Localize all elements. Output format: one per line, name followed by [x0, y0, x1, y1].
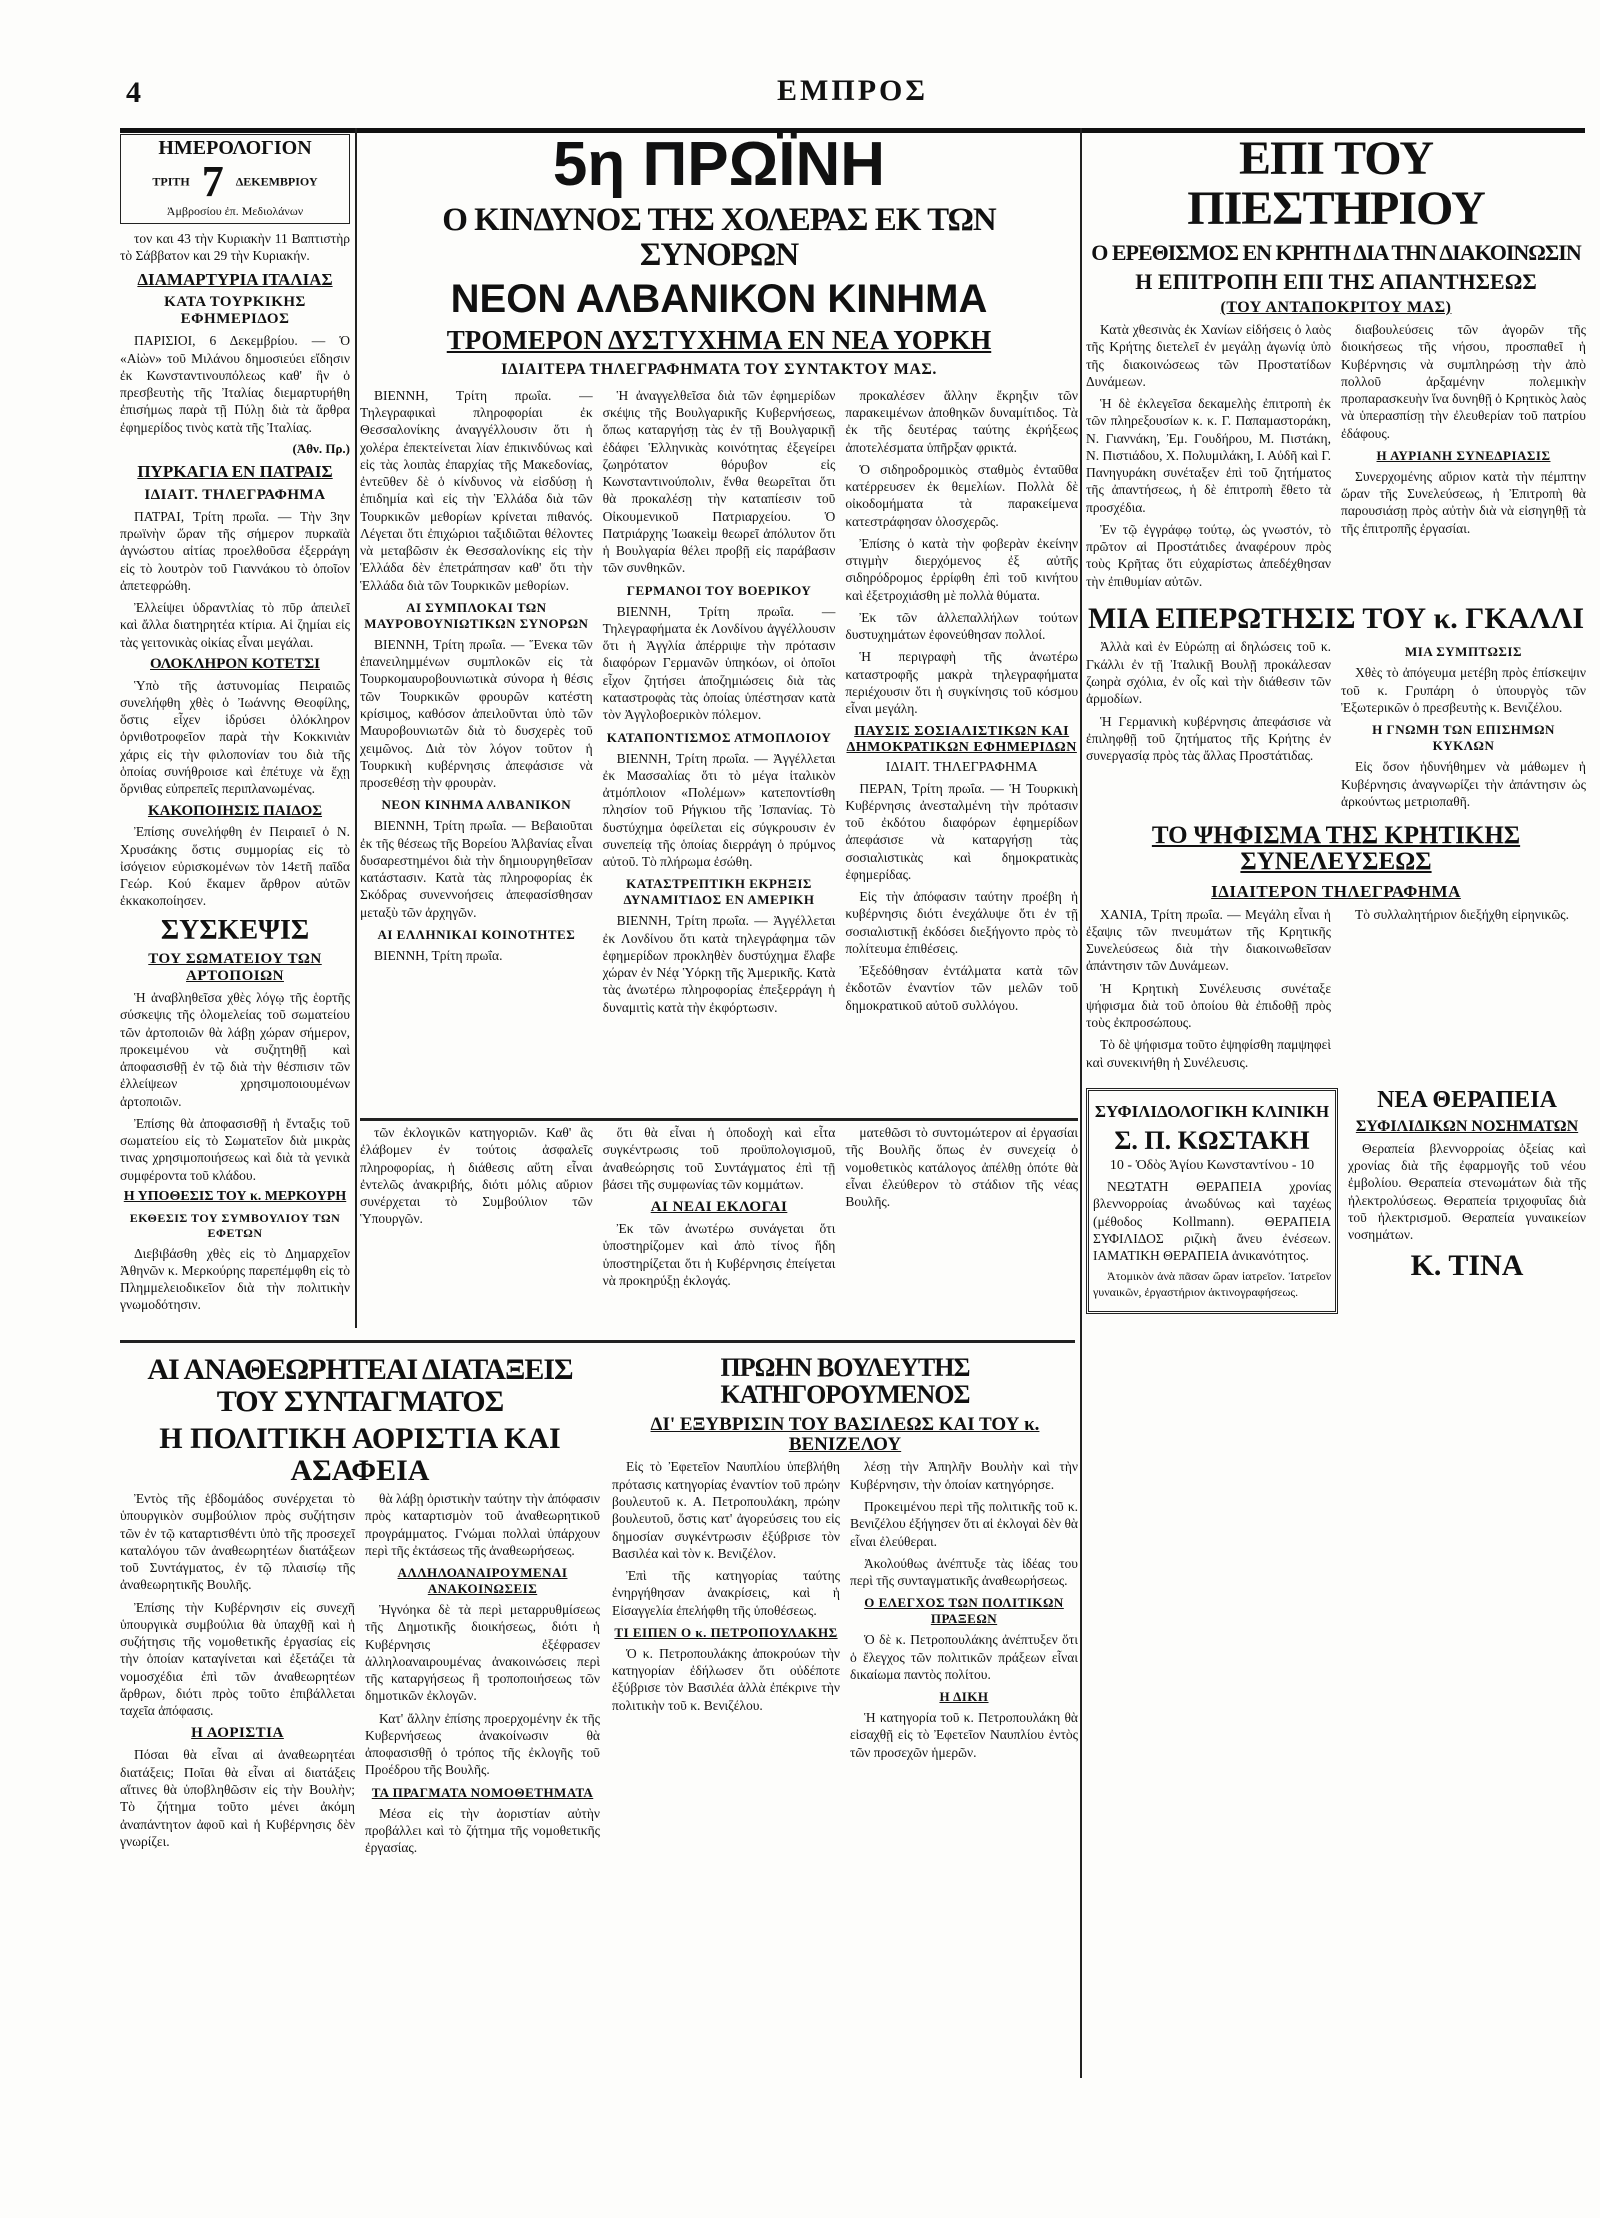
- article-text: Κατ' ἄλλην ἐπίσης προερχομένην ἐκ τῆς Κυβερνήσεως ἀνακοίνωσιν θὰ ἀποφασισθῇ ὁ τρόπος τῆς ἐκλογῆς τοῦ Προέδρου τῆς Βουλῆς.: [365, 1710, 600, 1778]
- subheadline: Η ΑΟΡΙΣΤΙΑ: [191, 1725, 284, 1742]
- article-text: ΠΑΤΡΑΙ, Τρίτη πρωΐα. — Τὴν 3ην πρωϊνὴν ὥραν τῆς σήμερον πυρκαϊὰ ἀγνώστου αἰτίας προελθοῦσα ἐξερράγη εἰς τὸ λουτρὸν τοῦ Γιαννάκου τὸ ὁποῖον ἀπετεφρώθη.: [120, 508, 350, 593]
- news-column: [850, 1458, 1078, 1765]
- subheadline: ΑΛΛΗΛΟΑΝΑΙΡΟΥΜΕΝΑΙ ΑΝΑΚΟΙΝΩΣΕΙΣ: [397, 1565, 568, 1597]
- lower-left-section: [120, 1348, 600, 2188]
- section-rule: [360, 1118, 1078, 1121]
- article-text: Εἰς τὸ Ἐφετεῖον Ναυπλίου ὑπεβλήθη πρότασις κατηγορίας ἐναντίον τοῦ πρώην βουλευτοῦ κ. Α. Πετροπουλάκη, πρώην βουλευτοῦ, ὅστις κατ' ἀγορεύσεις του εἰς δημοσίαν συγκέντρωσιν ἐξύβρισε τὸν Βασιλέα καὶ τὸν κ. Βενιζέλον.: [612, 1459, 840, 1561]
- article-text: Ὁ δὲ κ. Πετροπουλάκης ἀνέπτυξεν ὅτι ὁ ἔλεγχος τῶν πολιτικῶν πράξεων εἶναι δικαίωμα παντὸς πολίτου.: [850, 1632, 1078, 1682]
- news-column: [603, 1124, 836, 1336]
- ad-text: ΝΕΩΤΑΤΗ ΘΕΡΑΠΕΙΑ χρονίας βλεννορροίας ἀνωδύνως καὶ ταχέως (μέθοδος Kollmann). ΘΕΡΑΠΕΙΑ ΣΥΦΙΛΙΔΟΣ ριζικὴ ἄνευ ἐνέσεων. ΙΑΜΑΤΙΚΗ ΘΕΡΑΠΕΙΑ ἀνικανότητος.: [1093, 1179, 1331, 1264]
- article-text: Ἡ κατηγορία τοῦ κ. Πετροπουλάκη θὰ εἰσαχθῇ εἰς τὸ Ἐφετεῖον Ναυπλίου ἐντὸς τῶν προσεχῶν ἡμερῶν.: [850, 1710, 1078, 1760]
- article-text: Ἀλλὰ καὶ ἐν Εὐρώπῃ αἱ δηλώσεις τοῦ κ. Γκάλλι ἐν τῇ Ἰταλικῇ Βουλῇ προκάλεσαν ζωηρὰ σχόλια, ἐν οἷς καὶ τὴν διάθεσιν τῶν ἀρμοδίων.: [1086, 639, 1331, 707]
- subheadline: ΙΔΙΑΙΤ. ΤΗΛΕΓΡΑΦΗΜΑ: [885, 759, 1038, 775]
- subheadline: ΚΑΤΑ ΤΟΥΡΚΙΚΗΣ ΕΦΗΜΕΡΙΔΟΣ: [164, 294, 306, 328]
- article-text: Ἐπίσης ὁ κατὰ τὴν φοβερὰν ἐκείνην στιγμὴν διερχόμενος ἐξ αὐτῆς σιδηρόδρομος ἐρρίφθη ἐπὶ τοῦ κινήτου καὶ ἐξετροχιάσθη μὲ πολλὰ θύματα.: [845, 535, 1078, 603]
- article-text: Ἐν τῷ ἐγγράφῳ τούτῳ, ὡς γνωστόν, τὸ πρῶτον αἱ Προστάτιδες ἀναφέρουν πρὸς τοὺς Κρῆτας ὅτι εὐχαρίστως ἀπεδέχθησαν τὴν ἐπιθυμίαν αὐτῶν.: [1086, 521, 1331, 589]
- headline: ΠΡΩΗΝ ΒΟΥΛΕΥΤΗΣ ΚΑΤΗΓΟΡΟΥΜΕΝΟΣ: [720, 1353, 970, 1410]
- article-text: ΒΙΕΝΝΗ, Τρίτη πρωΐα. — Ἀγγέλλεται ἐκ Λονδίνου ὅτι κατὰ τηλεγράφημα τῶν ἐφημερίδων προκληθὲν δυστύχημα ἔλαβε χώραν ἐν Νέᾳ Ὑόρκῃ τῆς Ἀμερικῆς. Κατὰ τὰς ἀνωτέρω πληροφορίας ἐπεξερράγη ἡ δυναμιτὶς κατὰ τὴν ἐκφόρτωσιν.: [602, 913, 836, 1015]
- article-text: Ὑπὸ τῆς ἀστυνομίας Πειραιῶς συνελήφθη χθὲς ὁ Ἰωάννης Θεοφίλης, ὅστις εἶχεν ἱδρύσει ὁλόκληρον ὀρνιθοτροφεῖον παρὰ τὴν Κοκκινιὰν χάρις εἰς τὴν φιλοπονίαν του διὰ τῆς ὁποίας συνήθροισε καὶ ἐπέτυχε νὰ ἔχῃ ὄρνιθας εὐπρεπεῖς περιπλανωμένας.: [120, 677, 350, 797]
- page-header: [120, 70, 1585, 133]
- main-middle-section: [360, 1124, 1078, 1336]
- subheadline: ΕΚΘΕΣΙΣ ΤΟΥ ΣΥΜΒΟΥΛΙΟΥ ΤΩΝ ΕΦΕΤΩΝ: [129, 1210, 341, 1240]
- news-column: [845, 1124, 1078, 1336]
- headline: ΟΛΟΚΛΗΡΟΝ ΚΟΤΕΤΣΙ: [150, 655, 320, 672]
- article-text: Διεβιβάσθη χθὲς εἰς τὸ Δημαρχεῖον Ἀθηνῶν κ. Μερκούρης παρεπέμφθη εἰς τὸ Πλημμελειοδικεῖον διὰ τὴν πολιτικὴν γνωμοδότησιν.: [120, 1245, 350, 1313]
- headline: ΜΙΑ ΕΠΕΡΩΤΗΣΙΣ ΤΟΥ κ. ΓΚΑΛΛΙ: [1087, 601, 1585, 635]
- ad-subtitle: ΣΥΦΙΛΙΔΙΚΩΝ ΝΟΣΗΜΑΤΩΝ: [1355, 1118, 1579, 1136]
- article-text: Ἐλλείψει ὑδραντλίας τὸ πῦρ ἀπειλεῖ καὶ ἄλλα διατηρητέα κτίρια. Αἱ ζημίαι εἰς τὰς γειτονικὰς οἰκίας εἶναι μεγάλαι.: [120, 600, 350, 650]
- article-text: ΒΙΕΝΝΗ, Τρίτη πρωΐα. — Βεβαιοῦται ἐκ τῆς θέσεως τῆς Βορείου Ἀλβανίας εἶναι δυσαρεστημένοι διὰ τὴν δημιουργηθεῖσαν κατάστασιν. Κατὰ τὰς πληροφορίας ἐκ Σκόδρας συνεννοήσεις ἀπεφασίσθησαν μεταξὺ τῶν ἀρχηγῶν.: [360, 818, 593, 920]
- news-column: [1341, 638, 1586, 815]
- article-text: ΠΕΡΑΝ, Τρίτη πρωΐα. — Ἡ Τουρκικὴ Κυβέρνησις ἀνεσταλμένη τὴν πρότασιν τοῦ ἐκδότου διαφόρων ἐφημερίδων ἀπεφάσισε νὰ καταργήσῃ τὰς σοσιαλιστικὰς καὶ δημοκρατικὰς ἐφημερίδας.: [845, 780, 1078, 882]
- subheadline: ΤΑ ΠΡΑΓΜΑΤΑ ΝΟΜΟΘΕΤΗΜΑΤΑ: [371, 1784, 594, 1800]
- banner-headline: ΝΕΟΝ ΑΛΒΑΝΙΚΟΝ ΚΙΝΗΜΑ: [450, 277, 988, 322]
- article-text: ΒΙΕΝΝΗ, Τρίτη πρωΐα.: [374, 947, 503, 963]
- article-text: Ἠγνόηκα δὲ τὰ περὶ μεταρρυθμίσεως τῆς Δημοτικῆς διοικήσεως, διότι ἡ Κυβέρνησις ἐξέφρασεν ἀλληλοαναιρουμένας ἀνακοινώσεις περὶ τῆς καταργήσεως ἢ τροποποιήσεως τῶν δημοτικῶν ἐκλογῶν.: [365, 1602, 600, 1704]
- article-text: ΒΙΕΝΝΗ, Τρίτη πρωΐα. — Ἕνεκα τῶν ἐπανειλημμένων συμπλοκῶν εἰς τὰ Τουρκομαυροβουνιωτικὰ σύνορα ἡ θέσις τῶν Τουρκικῶν φρουρῶν κατέστη κρίσιμος, καθόσον ἀπειλοῦνται ὑπὸ τῶν Μαυροβουνιωτῶν διὰ τὸ δυσχερὲς τοῦ χειμῶνος. Διὰ τὸν λόγον τοῦτον ἡ Τουρκικὴ κυβέρνησις ἀπεφάσισε νὰ προσεθέσῃ τὴν φρουρὰν.: [360, 636, 593, 791]
- subheadline: Η ΕΠΙΤΡΟΠΗ ΕΠΙ ΤΗΣ ΑΠΑΝΤΗΣΕΩΣ: [1135, 268, 1537, 294]
- article-text: τῶν ἐκλογικῶν κατηγοριῶν. Καθ' ἃς ἐλάβομεν ἐν τούτοις ἀσφαλεῖς πληροφορίας, ἡ διάθεσις αὕτη εἶναι ἐντελῶς ἀνακριβής, διότι μόλις αὔριον συνέρχεται τὸ Συμβούλιον τῶν Ὑπουργῶν.: [360, 1125, 593, 1227]
- article-text: διαβουλεύσεις τῶν ἀγορῶν τῆς διοικήσεως τῆς νήσου, προσπαθεῖ ἡ Κυβέρνησις νὰ συμπληρώσῃ τὴν ἀπὸ πολλοῦ ἀρξαμένην πολεμικὴν προπαρασκευὴν ἵνα δυνηθῇ ὁ Κρητικὸς λαὸς νὰ ὑπερασπίσῃ τὴν ἐλευθερίαν τοῦ πατρίου ἐδάφους.: [1341, 321, 1586, 441]
- section-rule: [120, 1340, 1075, 1343]
- ad-footer: Ἀτομικὸν ἀνὰ πᾶσαν ὥραν ἰατρεῖον. Ἰατρεῖον γυναικῶν, ἐργαστήριον ἀκτινογραφήσεως.: [1093, 1269, 1331, 1299]
- page-number: 4: [126, 76, 141, 109]
- headline: Η ΥΠΟΘΕΣΙΣ ΤΟΥ κ. ΜΕΡΚΟΥΡΗ: [123, 1188, 347, 1204]
- article-text: Μέσα εἰς τὴν ἀοριστίαν αὐτὴν προβάλλει καὶ τὸ ζήτημα τῆς νομοθετικῆς ἐργασίας.: [365, 1805, 600, 1856]
- news-column: [603, 387, 836, 1021]
- article-text: Ἡ περιγραφὴ τῆς ἀνωτέρω καταστροφῆς μακρὰ τηλεγραφήματα περιέχουσιν ὅτι ἡ συγκίνησις τοῦ κόσμου εἶναι μεγάλη.: [845, 649, 1078, 717]
- headline: ΠΥΡΚΑΓΙΑ ΕΝ ΠΑΤΡΑΙΣ: [137, 461, 333, 481]
- article-text: Συνερχομένης αὔριον κατὰ τὴν πέμπτην ὥραν τῆς Συνελεύσεως, ἡ Ἐπιτροπὴ θὰ παρουσιάσῃ πρὸς αὐτὴν διὰ νὰ εἰσηγηθῇ τὰ τῆς ἐπιτροπῆς ἐργασίαι.: [1341, 468, 1586, 536]
- news-columns: [1086, 906, 1586, 1076]
- article-text: Τὸ συλλαλητήριον διεξήχθη εἰρηνικῶς.: [1355, 906, 1569, 922]
- article-text: ΒΙΕΝΝΗ, Τρίτη πρωΐα. — Ἀγγέλλεται ἐκ Μασσαλίας ὅτι τὸ μέγα ἰταλικὸν ἀτμόπλοιον «Πολέμων» κατεποντίσθη πλησίον τοῦ Ρήγκιου τῆς Ἰσπανίας. Τὸ δυστύχημα ὀφείλεται εἰς σύγκρουσιν ἐν συνεπείᾳ τῆς ὁποίας διερράγη ὁ πρύμνος αὐτοῦ. Τὸ πλήρωμα ἐσώθη.: [602, 750, 836, 870]
- lower-middle-section: [612, 1348, 1078, 2188]
- calendar-weekday: ΤΡΙΤΗ: [152, 174, 190, 189]
- article-text: λέσῃ τὴν Ἀπηλῆν Βουλὴν καὶ τὴν Κυβέρνησιν, τὴν ὁποίαν κατηγόρησε.: [850, 1459, 1078, 1492]
- news-column: [1086, 638, 1331, 815]
- article-text: Ὁ κ. Πετροπουλάκης ἀποκρούων τὴν κατηγορίαν ἐδήλωσεν ὅτι οὐδέποτε ἐξύβρισε τὸν Βασιλέα ἀλλὰ ἐπέκρινε τὴν πολιτικὴν τοῦ κ. Βενιζέλου.: [612, 1645, 840, 1713]
- subheadline: ΑΙ ΣΥΜΠΛΟΚΑΙ ΤΩΝ ΜΑΥΡΟΒΟΥΝΙΩΤΙΚΩΝ ΣΥΝΟΡΩΝ: [364, 599, 589, 631]
- article-text: Ἡ ἀναγγελθεῖσα διὰ τῶν ἐφημερίδων σκέψις τῆς Βουλγαρικῆς Κυβερνήσεως, ὅπως καταργήσῃ τὰς ἐν τῇ Βουλγαρικῇ ἐδάφει Ἑλληνικὰς κοινότητας ἐξεγείρει ζωηρότατον θόρυβον εἰς Κωνσταντινούπολιν, ἔνθα θεωρεῖται ὅτι θὰ προκαλέσῃ τὴν καταπίεσιν τοῦ Οἰκουμενικοῦ Πατριαρχείου. Ὁ Πατριάρχης Ἰωακεὶμ θεωρεῖ ἀπόλυτον ὅτι ἡ Βουλγαρία θέλει προβῇ εἰς παράβασιν τῶν συνθηκῶν.: [602, 387, 836, 576]
- article-text: Πόσαι θὰ εἶναι αἱ ἀναθεωρητέαι διατάξεις; Ποῖαι θὰ εἶναι αἱ διατάξεις αἵτινες θὰ ὑποβληθῶσιν εἰς τὴν Βουλὴν; Τὸ ζήτημα τοῦτο μένει ἀκόμη ἀναπάντητον ἀφοῦ καὶ ἡ Κυβέρνησις δὲν γνωρίζει.: [120, 1747, 355, 1849]
- right-column: [1086, 128, 1586, 2188]
- advertisement-clinic: [1086, 1088, 1338, 1314]
- column-rule: [1080, 128, 1082, 2078]
- news-columns: [1086, 321, 1586, 595]
- ad-title: ΣΥΦΙΛΙΔΟΛΟΓΙΚΗ ΚΛΙΝΙΚΗ: [1094, 1101, 1330, 1121]
- article-text: Ἡ δὲ ἐκλεγεῖσα δεκαμελὴς ἐπιτροπὴ ἐκ τῶν πληρεξουσίων κ. κ. Γ. Παπαμαστοράκη, Ν. Γιαννάκη, Ἐμ. Γουδήρου, Μ. Πιστάκη, Ν. Πιστιάδου, Χ. Πολυμιλάκη, Ι. Αὐδῆ καὶ Γ. Πανηγυράκη συνέταξεν ἐπὶ τοῦ ζητήματος τῆς ἀπαντήσεως, ἡ δὲ ἐπιτροπὴ ἔθετο τὰ προσχέδια.: [1086, 396, 1331, 515]
- calendar-title: ΗΜΕΡΟΛΟΓΙΟΝ: [158, 137, 312, 159]
- article-text: Ἐπὶ τῆς κατηγορίας ταύτης ἐνηργήθησαν ἀνακρίσεις, καὶ ἡ Εἰσαγγελία ἐπελήφθη τῆς ὑποθέσεως.: [612, 1568, 840, 1618]
- news-column: [1086, 321, 1331, 595]
- article-text: Εἰς τὴν ἀπόφασιν ταύτην προέβη ἡ κυβέρνησις διότι ἐνεχάλυψε ὅτι ἐν τῇ σοσιαλιστικῇ ἐκδόσει διεξήγοντο πρὸς τὸ πολίτευμα ἐπιθέσεις.: [845, 889, 1078, 956]
- masthead: ΕΜΠΡΟΣ: [777, 74, 928, 107]
- headline: ΚΑΚΟΠΟΙΗΣΙΣ ΠΑΙΔΟΣ: [147, 802, 323, 819]
- news-columns: [360, 387, 1078, 1021]
- subheadline: ΔΙ' ΕΞΥΒΡΙΣΙΝ ΤΟΥ ΒΑΣΙΛΕΩΣ ΚΑΙ ΤΟΥ κ. ΒΕΝΙΖΕΛΟΥ: [650, 1413, 1040, 1455]
- subheadline: ΙΔΙΑΙΤ. ΤΗΛΕΓΡΑΦΗΜΑ: [144, 486, 326, 503]
- subheadline: ΙΔΙΑΙΤΕΡΟΝ ΤΗΛΕΓΡΑΦΗΜΑ: [1211, 881, 1461, 901]
- headline: ΔΙΑΜΑΡΤΥΡΙΑ ΙΤΑΛΙΑΣ: [137, 269, 333, 289]
- article-text: Τὸ δὲ ψήφισμα τοῦτο ἐψηφίσθη παμψηφεὶ καὶ συνεκινήθη ἡ Συνέλευσις.: [1086, 1037, 1331, 1070]
- headline: Ο ΕΡΕΘΙΣΜΟΣ ΕΝ ΚΡΗΤΗ ΔΙΑ ΤΗΝ ΔΙΑΚΟΙΝΩΣΙΝ: [1091, 239, 1581, 265]
- subheadline: ΑΙ ΕΛΛΗΝΙΚΑΙ ΚΟΙΝΟΤΗΤΕΣ: [377, 926, 576, 942]
- article-text: Χθὲς τὸ ἀπόγευμα μετέβη πρὸς ἐπίσκεψιν τοῦ κ. Γρυπάρη ὁ ὑπουργὸς τῶν Ἐξωτερικῶν ὁ πρεσβευτὴς κ. Βενιζέλου.: [1341, 665, 1586, 715]
- subheadline: ΓΕΡΜΑΝΟΙ ΤΟΥ ΒΟΕΡΙΚΟΥ: [626, 582, 812, 598]
- subheadline: ΑΙ ΝΕΑΙ ΕΚΛΟΓΑΙ: [650, 1199, 788, 1216]
- subheadline: ΝΕΟΝ ΚΙΝΗΜΑ ΑΛΒΑΝΙΚΟΝ: [381, 797, 572, 813]
- advertisements: [1086, 1082, 1586, 1320]
- banner-headline: 5η ΠΡΩΪΝΗ: [552, 130, 886, 199]
- news-column: [845, 387, 1078, 1021]
- advertisement-therapy: [1348, 1082, 1586, 1320]
- calendar-saint: Ἀμβροσίου ἐπ. Μεδιολάνων: [166, 204, 304, 218]
- banner-headline: Ο ΚΙΝΔΥΝΟΣ ΤΗΣ ΧΟΛΕΡΑΣ ΕΚ ΤΩΝ ΣΥΝΟΡΩΝ: [442, 202, 996, 273]
- article-text: ΧΑΝΙΑ, Τρίτη πρωΐα. — Μεγάλη εἶναι ἡ ἐξαψις τῶν πνευμάτων τῆς Κρητικῆς Συνελεύσεως διὰ τὴν διακοινωθεῖσαν ἀπάντησιν τῶν Δυνάμεων.: [1086, 906, 1331, 974]
- subheadline: Η ΠΟΛΙΤΙΚΗ ΑΟΡΙΣΤΙΑ ΚΑΙ ΑΣΑΦΕΙΑ: [159, 1422, 561, 1487]
- calendar-day: 7: [201, 157, 224, 206]
- subheadline: ΚΑΤΑΠΟΝΤΙΣΜΟΣ ΑΤΜΟΠΛΟΙΟΥ: [606, 729, 832, 745]
- headline: ΕΠΙ ΤΟΥ ΠΙΕΣΤΗΡΙΟΥ: [1187, 132, 1485, 236]
- article-text: Ἐπίσης συνελήφθη ἐν Πειραιεῖ ὁ Ν. Χρυσάκης ὅστις συμμορίας εἰς τὸ ἰσόγειον εὐρισκομένων τὸν 14ετῆ παῖδα Γεώρ. Κού ἔκαμεν ἄρθρον αὐτῶν ἐκκακοποίησεν.: [120, 824, 350, 909]
- subheadline: (ΤΟΥ ΑΝΤΑΠΟΚΡΙΤΟΥ ΜΑΣ): [1220, 298, 1452, 316]
- article-text: Ἀκολούθως ἀνέπτυξε τὰς ἰδέας του περὶ τῆς συνταγματικῆς ἀναθεωρήσεως.: [850, 1555, 1078, 1589]
- ad-address: 10 - Ὁδὸς Ἁγίου Κωνσταντίνου - 10: [1109, 1158, 1315, 1174]
- news-columns: [612, 1458, 1078, 1765]
- article-text: ματεθῶσι τὸ συντομώτερον αἱ ἐργασίαι τῆς Βουλῆς ὅπως ἐν συνεχείᾳ ὁ νομοθετικὸς κατάλογος ἀπέλθῃ ὁπότε θὰ εἶναι ἐλεύθερον τὸ στάδιον τῆς νέας Βουλῆς.: [845, 1125, 1078, 1210]
- ad-footer: Κ. ΤΙΝΑ: [1410, 1248, 1524, 1282]
- banner-subheadline: ΙΔΙΑΙΤΕΡΑ ΤΗΛΕΓΡΑΦΗΜΑΤΑ ΤΟΥ ΣΥΝΤΑΚΤΟΥ ΜΑΣ.: [501, 360, 937, 378]
- news-columns: [120, 1490, 600, 1862]
- subheadline: ΤΙ ΕΙΠΕΝ Ο κ. ΠΕΤΡΟΠΟΥΛΑΚΗΣ: [614, 1624, 838, 1640]
- article-text: Ἐξεδόθησαν ἐντάλματα κατὰ τῶν ἐκδοτῶν ἐναντίον τῶν μελῶν τοῦ δημοκρατικοῦ αὐτοῦ συλλόγου.: [845, 963, 1078, 1013]
- main-top-section: [360, 128, 1078, 1113]
- article-text: ὅτι θὰ εἶναι ἡ ὁποδοχὴ καὶ εἶτα συγκέντρωσις τοῦ προϋπολογισμοῦ, ἀναθεώρησις τοῦ Συντάγματος ἐπὶ τῇ βάσει τῆς συμφωνίας τῶν κομμάτων.: [602, 1125, 836, 1192]
- column-rule: [355, 128, 357, 1328]
- subheadline: ΜΙΑ ΣΥΜΠΤΩΣΙΣ: [1405, 644, 1522, 660]
- left-column: [120, 128, 350, 1333]
- subheadline: Η ΑΥΡΙΑΝΗ ΣΥΝΕΔΡΙΑΣΙΣ: [1376, 447, 1551, 463]
- news-column: [1086, 906, 1331, 1076]
- article-text: Ἡ Κρητικὴ Συνέλευσις συνέταξε ψήφισμα διὰ τοῦ ὁποίου θὰ ἐπιδοθῇ πρὸς τοὺς ἐκπροσώπους.: [1086, 980, 1331, 1031]
- article-text: θὰ λάβῃ ὁριστικὴν ταύτην τὴν ἀπόφασιν πρὸς καταρτισμὸν τοῦ ἀναθεωρητικοῦ προγράμματος. Γνώμαι πολλαὶ ὑπάρχουν περὶ τῆς ἐκτάσεως τῆς ἀναθεωρήσεως.: [365, 1491, 600, 1558]
- calendar-box: [120, 134, 350, 224]
- news-column: [120, 1490, 355, 1862]
- news-column: [360, 387, 593, 1021]
- news-column: [1341, 906, 1586, 1076]
- ad-text: Θεραπεία βλεννορροίας ὀξείας καὶ χρονίας διὰ τῆς ἐφαρμογῆς τοῦ νέου ἐμβολίου. Θεραπεία στενωμάτων διὰ τῆς ἠλεκτρολύσεως. Θεραπεία τριχοφυΐας διὰ τοῦ ἠλεκτρισμοῦ. Θεραπεία γυναικείων νοσημάτων.: [1348, 1140, 1586, 1243]
- article-text: Ἐντὸς τῆς ἑβδομάδος συνέρχεται τὸ ὑπουργικὸν συμβούλιον πρὸς συζήτησιν τῶν ἐν τῷ καταρτισθέντι ὑπὸ τῆς προσεχεῖ καταλόγου τῶν ἀναθεωρητέων διατάξεων τοῦ Συντάγματος, ἐν τῷ πλαισίῳ τῆς ἀναθεωρητικῆς Βουλῆς.: [120, 1491, 355, 1593]
- article-text: Ἡ ἀναβληθεῖσα χθὲς λόγῳ τῆς ἑορτῆς σύσκεψις τῆς ὁλομελείας τοῦ σωματείου τῶν ἀρτοποιῶν θὰ λάβῃ χώραν σήμερον, προκειμένου νὰ συζητηθῇ καὶ ἀποφασισθῇ ἐν τῷ διὰ τὴν θέσπισιν τῶν ἐλλείψεων χρησιμοποιουμένων ἀρτοποιῶν.: [120, 990, 350, 1109]
- article-text: προκαλέσεν ἄλλην ἔκρηξιν τῶν παρακειμένων ἀποθηκῶν δυναμίτιδος. Τὰ ἐκ τῆς δευτέρας ταύτης ἐκρήξεως ἀποτελέσματα ὑπῆρξαν φρικτά.: [845, 387, 1078, 455]
- calendar-month: ΔΕΚΕΜΒΡΙΟΥ: [235, 174, 318, 189]
- article-text: ΒΙΕΝΝΗ, Τρίτη πρωΐα. — Τηλεγραφήματα ἐκ Λονδίνου ἀγγέλλουσιν ὅτι ἡ Ἀγγλία ἀπέρριψε τὴν πρότασιν διαφόρων Γερμανῶν ὑπηκόων, οἱ ὁποῖοι εἶχον ζητήσει ἀποζημιώσεις διὰ τὰς καταστροφὰς τὰς ὁποίας ὑπέστησαν κατὰ τὸν Ἀγγλοβοερικὸν πόλεμον.: [602, 603, 836, 723]
- article-text: Κατὰ χθεσινὰς ἐκ Χανίων εἰδήσεις ὁ λαὸς τῆς Κρήτης διετελεῖ ἐν μεγάλῃ ἀγωνίᾳ ὑπὸ τῆς διακοινώσεως τῶν Προστατίδων Δυνάμεων.: [1086, 321, 1331, 389]
- subheadline: Ο ΕΛΕΓΧΟΣ ΤΩΝ ΠΟΛΙΤΙΚΩΝ ΠΡΑΞΕΩΝ: [864, 1595, 1064, 1627]
- news-column: [365, 1490, 600, 1862]
- subheadline: Η ΔΙΚΗ: [939, 1689, 989, 1705]
- article-text: Ὁ σιδηροδρομικὸς σταθμὸς ἐνταῦθα κατέρρευσεν ἐκ θεμελίων. Πολλὰ δὲ οἰκοδομήματα τὰ παρακείμενα κατεστράφησαν ὁλοσχερῶς.: [845, 461, 1078, 529]
- headline: ΑΙ ΑΝΑΘΕΩΡΗΤΕΑΙ ΔΙΑΤΑΞΕΙΣ ΤΟΥ ΣΥΝΤΑΓΜΑΤΟΣ: [147, 1353, 573, 1418]
- ad-title: ΝΕΑ ΘΕΡΑΠΕΙΑ: [1377, 1086, 1557, 1113]
- headline: ΤΟ ΨΗΦΙΣΜΑ ΤΗΣ ΚΡΗΤΙΚΗΣ ΣΥΝΕΛΕΥΣΕΩΣ: [1151, 822, 1521, 876]
- news-columns: [1086, 638, 1586, 815]
- article-text: Ἐκ τῶν ἀνωτέρω συνάγεται ὅτι ὑποστηρίζομεν καὶ ἀπὸ τίνος ἤδη ὑποστηρίζεται ὅτι ἡ Κυβέρνησις ἐπείγεται νὰ προκηρύξῃ ἐκλογάς.: [602, 1221, 836, 1288]
- article-text: Ἐκ τῶν ἀλλεπαλλήλων τούτων δυστυχημάτων ἐφονεύθησαν πολλοί.: [845, 609, 1078, 643]
- subheadline: Η ΓΝΩΜΗ ΤΩΝ ΕΠΙΣΗΜΩΝ ΚΥΚΛΩΝ: [1372, 722, 1555, 754]
- news-column: [612, 1458, 840, 1765]
- article-text: ΒΙΕΝΝΗ, Τρίτη πρωΐα. — Τηλεγραφικαὶ πληροφορίαι ἐκ Θεσσαλονίκης ἀναγγέλλουσιν ὅτι ἡ χολέρα ἐπεκτείνεται λίαν ἐπικινδύνως καὶ εἰς τὰς λοιπὰς ἐπαρχίας τῆς Μακεδονίας, ἐντεῦθεν δὲ ὁ κίνδυνος νὰ εἰσδύσῃ ἡ ἐπιδημία καὶ εἰς τὴν Ἑλλάδα διὰ τῶν Τουρκικῶν μεθορίων κρίνεται πιθανός. Λέγεται ὅτι ἐπιχώριοι ταξιδιῶται θέλοντες νὰ μεταβῶσιν ἐκ Θεσσαλονίκης εἰς τὴν Ἑλλάδα δὲν ἐπετράπησαν καθ' ὅτι τὴν Ἑλλάδα διὰ τῶν Τουρκικῶν μεθορίων.: [360, 387, 593, 593]
- article-text: Ἐπίσης τὴν Κυβέρνησιν εἰς συνεχῆ ὑπουργικὰ συμβούλια θὰ ὑπαχθῇ καὶ ἡ συζήτησις τῆς νομοθετικῆς ἐργασίας εἰς τὴν ὁποίαν καταγίνεται καὶ ἐξετάζει τὰ νομοσχέδια ἐπὶ τῶν ἀναθεωρητέων ἄρθρων, διότι πρὸς τοῦτο ἐπιβάλλεται ταχεῖα ἀπόφασις.: [120, 1599, 355, 1719]
- calendar-text: τον και 43 τὴν Κυριακὴν 11 Βαπτιστὴρ τὸ Σάββατον και 29 τὴν Κυριακήν.: [120, 231, 350, 264]
- headline: ΣΥΣΚΕΨΙΣ: [160, 914, 310, 946]
- article-text: Ἐπίσης θὰ ἀποφασισθῇ ἡ ἔνταξις τοῦ σωματείου εἰς τὸ Σωματεῖον διὰ μικρὰς τινας χρησιμοποιήσεως καὶ διὰ τὰ γενικὰ συμφέροντα τοῦ κλάδου.: [120, 1115, 350, 1183]
- article-text: Ἡ Γερμανικὴ κυβέρνησις ἀπεφάσισε νὰ ἐπιληφθῇ τοῦ ζητήματος τῆς Κρήτης ἐν συνεργασίᾳ πρὸς τὰς ἄλλας Προστάτιδας.: [1086, 713, 1331, 764]
- article-text: ΠΑΡΙΣΙΟΙ, 6 Δεκεμβρίου. — Ὁ «Αἰὼν» τοῦ Μιλάνου δημοσιεύει εἴδησιν ἐκ Κωνσταντινουπόλεως καθ' ἣν ὁ πρεσβευτὴς τῆς Ἰταλίας διεμαρτυρήθη ἐπισήμως παρὰ τῇ Πύλῃ διὰ τὰ ἄρθρα ἐφημερίδος τινὸς κατὰ τῆς Ἰταλίας.: [120, 333, 350, 435]
- ad-name: Σ. Π. ΚΩΣΤΑΚΗ: [1114, 1125, 1310, 1155]
- subheadline: ΚΑΤΑΣΤΡΕΠΤΙΚΗ ΕΚΡΗΞΙΣ ΔΥΝΑΜΙΤΙΔΟΣ ΕΝ ΑΜΕΡΙΚΗ: [623, 876, 815, 908]
- article-text: Προκειμένου περὶ τῆς πολιτικῆς τοῦ κ. Βενιζέλου ἐξήγησεν ὅτι αἱ ἐκλογαὶ δὲν θὰ εἶναι ἐλεύθεραι.: [850, 1499, 1078, 1549]
- banner-headline: ΤΡΟΜΕΡΟΝ ΔΥΣΤΥΧΗΜΑ ΕΝ ΝΕΑ ΥΟΡΚΗ: [446, 325, 992, 356]
- subheadline: ΠΑΥΣΙΣ ΣΟΣΙΑΛΙΣΤΙΚΩΝ ΚΑΙ ΔΗΜΟΚΡΑΤΙΚΩΝ ΕΦΗΜΕΡΙΔΩΝ: [846, 723, 1077, 755]
- news-column: [360, 1124, 593, 1336]
- article-source: (Ἀθν. Πρ.): [292, 440, 350, 456]
- news-column: [1341, 321, 1586, 595]
- article-text: Εἰς ὅσον ἠδυνήθημεν νὰ μάθωμεν ἡ Κυβέρνησις ἀναγνωρίζει τὴν ἀπάντησιν ὡς ἀρκούντως μετριοπαθῆ.: [1341, 759, 1586, 809]
- subheadline: ΤΟΥ ΣΩΜΑΤΕΙΟΥ ΤΩΝ ΑΡΤΟΠΟΙΩΝ: [148, 951, 322, 985]
